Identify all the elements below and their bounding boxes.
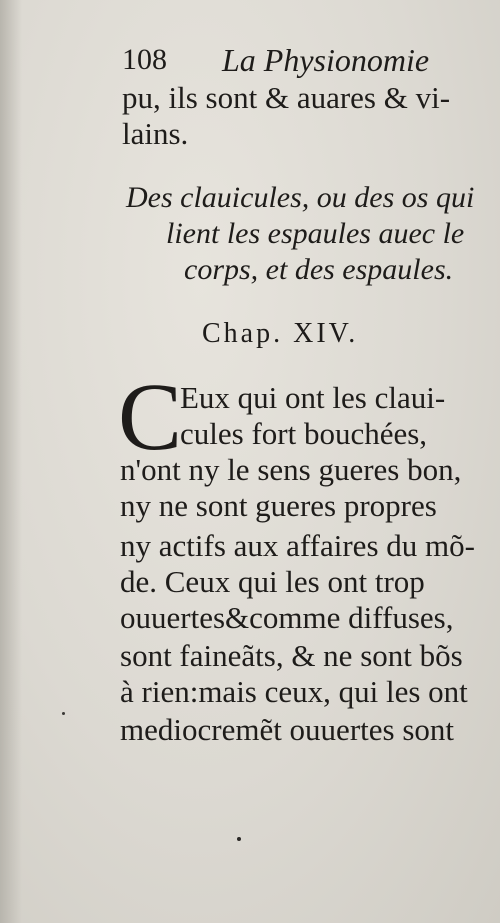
body-line: de. Ceux qui les ont trop <box>120 564 425 599</box>
page-number: 108 <box>122 43 167 76</box>
body-line: ny actifs aux affaires du mõ- <box>120 528 475 563</box>
body-line: sont faineãts, & ne sont bõs <box>120 638 463 673</box>
body-line: ny ne sont gueres propres <box>120 488 437 523</box>
page-header <box>122 40 482 80</box>
body-line: mediocremẽt ouuertes sont <box>120 712 455 747</box>
section-heading-line: lient les espaules auec le <box>166 217 465 250</box>
section-heading-line: Des clauicules, ou des os qui <box>126 181 475 214</box>
section-heading-line: corps, et des espaules. <box>184 253 454 286</box>
continuation-line: pu, ils sont & auares & vi- <box>122 80 451 115</box>
page-gutter-shadow <box>0 0 22 923</box>
body-line: n'ont ny le sens gueres bon, <box>120 452 462 487</box>
body-line: Eux qui ont les claui- <box>180 380 446 415</box>
body-line: ouuertes&comme diffuses, <box>120 600 454 635</box>
drop-cap: C <box>118 363 183 470</box>
continuation-line: lains. <box>122 116 189 151</box>
chapter-label: Chap. XIV. <box>202 318 359 349</box>
ink-speck <box>62 712 65 715</box>
running-title: La Physionomie <box>222 42 430 78</box>
body-line: à rien:mais ceux, qui les ont <box>120 674 468 709</box>
ink-speck <box>237 837 241 841</box>
body-line: cules fort bouchées, <box>180 416 428 451</box>
